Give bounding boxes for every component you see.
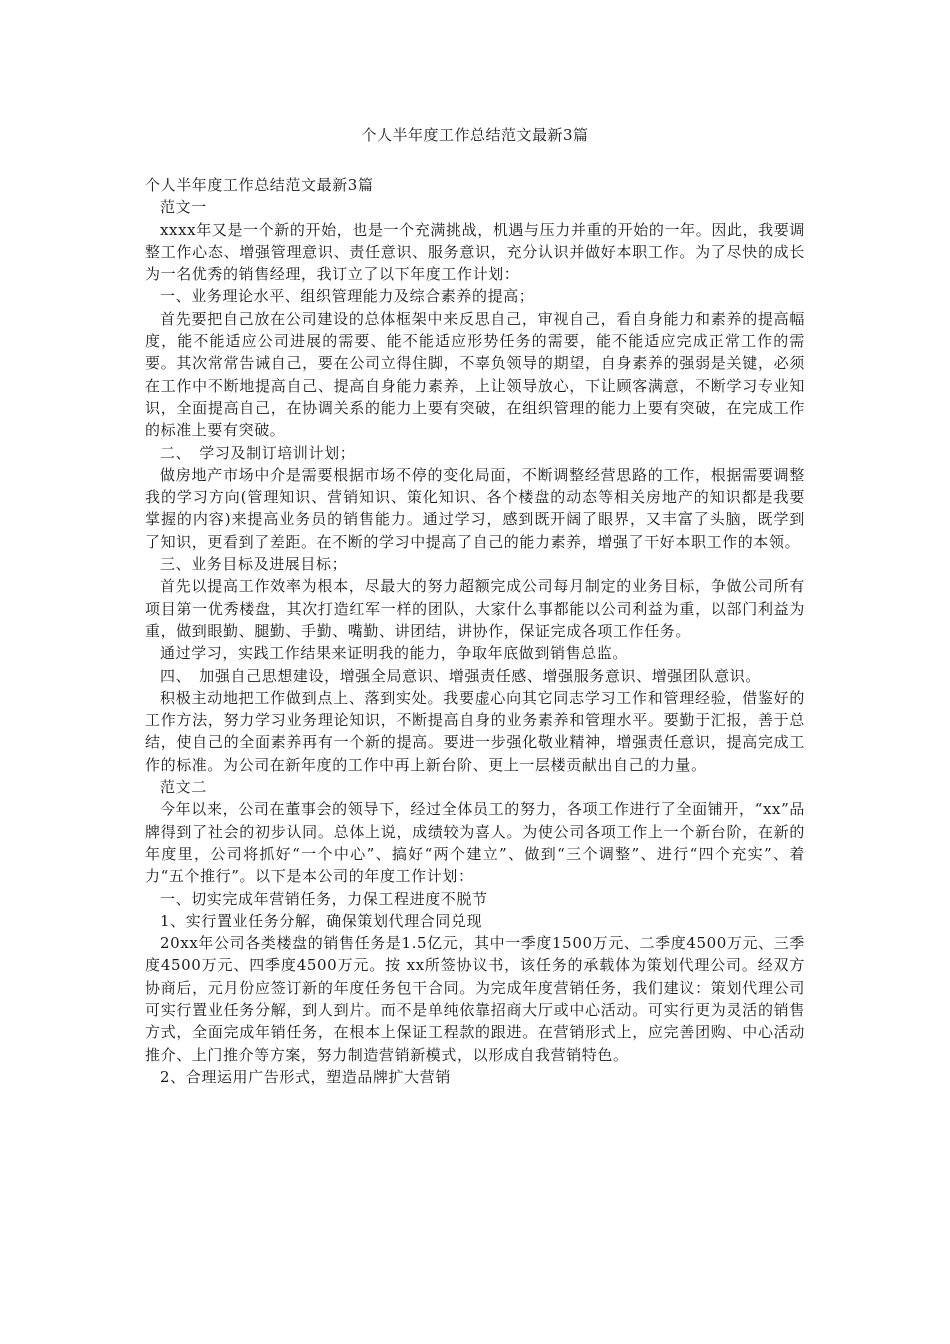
body-heading: 个人半年度工作总结范文最新3篇 [145,176,374,194]
paragraph: 积极主动地把工作做到点上、落到实处。我要虚心向其它同志学习工作和管理经验，借鉴好的工作方法，努力学习业务理论知识，不断提高自身的业务素养和管理水平。要勤于汇报，善于总结，使自己的全面素养再有一个新的提高。要进一步强化敬业精神，增强责任意识，提高完成工作的标准。为公司在新年度的工作中再上新台阶、更上一层楼贡献出自己的力量。 [145,688,805,774]
subsection-heading: 1、实行置业任务分解，确保策划代理合同兑现 [160,911,483,930]
paragraph: 做房地产市场中介是需要根据市场不停的变化局面，不断调整经营思路的工作，根据需要调整我的学习方向(管理知识、营销知识、策化知识、各个楼盘的动态等相关房地产的知识都是我要掌握的内容)来提高业务员的销售能力。通过学习，感到既开阔了眼界，又丰富了头脑，既学到了知识，更看到了差距。在不断的学习中提高了自己的能力素养，增强了干好本职工作的本领。 [145,465,805,551]
paragraph: 20xx年公司各类楼盘的销售任务是1.5亿元，其中一季度1500万元、二季度4500万元、三季度4500万元、四季度4500万元。按 xx所签协议书，该任务的承载体为策划代理公司。经双方协商后，元月份应签订新的年度任务包干合同。为完成年度营销任务，我们建议：策划代理公司可实行置业任务分解，到人到片。而不是单纯依靠招商大厅或中心活动。可实行更为灵活的销售方式，全面完成年销任务，在根本上保证工程款的跟进。在营销形式上，应完善团购、中心活动推介、上门推介等方案，努力制造营销新模式，以形成自我营销特色。 [145,934,805,1064]
paragraph: 首先以提高工作效率为根本，尽最大的努力超额完成公司每月制定的业务目标，争做公司所有项目第一优秀楼盘，其次打造红军一样的团队，大家什么事都能以公司利益为重，以部门利益为重，做到眼勤、腿勤、手勤、嘴勤、讲团结，讲协作，保证完成各项工作任务。 [145,577,805,640]
section-heading: 三、业务目标及进展目标； [160,555,348,574]
paragraph: 通过学习，实践工作结果来证明我的能力，争取年底做到销售总监。 [160,644,629,663]
section-label-sample-two: 范文二 [160,778,207,797]
paragraph: 首先要把自己放在公司建设的总体框架中来反思自己，审视自己，看自身能力和素养的提高幅度，能不能适应公司进展的需要、能不能适应形势任务的需要，能不能适应完成正常工作的需要。其次常常告诫自己，要在公司立得住脚，不辜负领导的期望，自身素养的强弱是关键，必须在工作中不断地提高自己、提高自身能力素养，上让领导放心，下让顾客满意，不断学习专业知识，全面提高自己，在协调关系的能力上要有突破，在组织管理的能力上要有突破，在完成工作的标准上要有突破。 [145,309,805,440]
paragraph: xxxx年又是一个新的开始，也是一个充满挑战，机遇与压力并重的开始的一年。因此，我要调整工作心态、增强管理意识、责任意识、服务意识，充分认识并做好本职工作。为了尽快的成长为一名优秀的销售经理，我订立了以下年度工作计划： [145,220,805,284]
paragraph: 今年以来，公司在董事会的领导下，经过全体员工的努力，各项工作进行了全面铺开，“xx”品牌得到了社会的初步认同。总体上说，成绩较为喜人。为使公司各项工作上一个新台阶，在新的年度里，公司将抓好“一个中心”、搞好“两个建立”、做到“三个调整”、进行“四个充实”、着力“五个推行”。以下是本公司的年度工作计划： [145,800,805,886]
subsection-heading: 2、合理运用广告形式，塑造品牌扩大营销 [160,1067,451,1086]
section-heading: 一、切实完成年营销任务，力保工程进度不脱节 [160,889,488,908]
section-label-sample-one: 范文一 [160,198,207,217]
document-body [145,174,805,1088]
section-heading: 一、业务理论水平、组织管理能力及综合素养的提高； [160,287,535,306]
page-title: 个人半年度工作总结范文最新3篇 [361,126,589,144]
section-heading: 四、 加强自己思想建设，增强全局意识、增强责任感、增强服务意识、增强团队意识。 [160,666,761,685]
section-heading: 二、 学习及制订培训计划； [160,443,356,462]
